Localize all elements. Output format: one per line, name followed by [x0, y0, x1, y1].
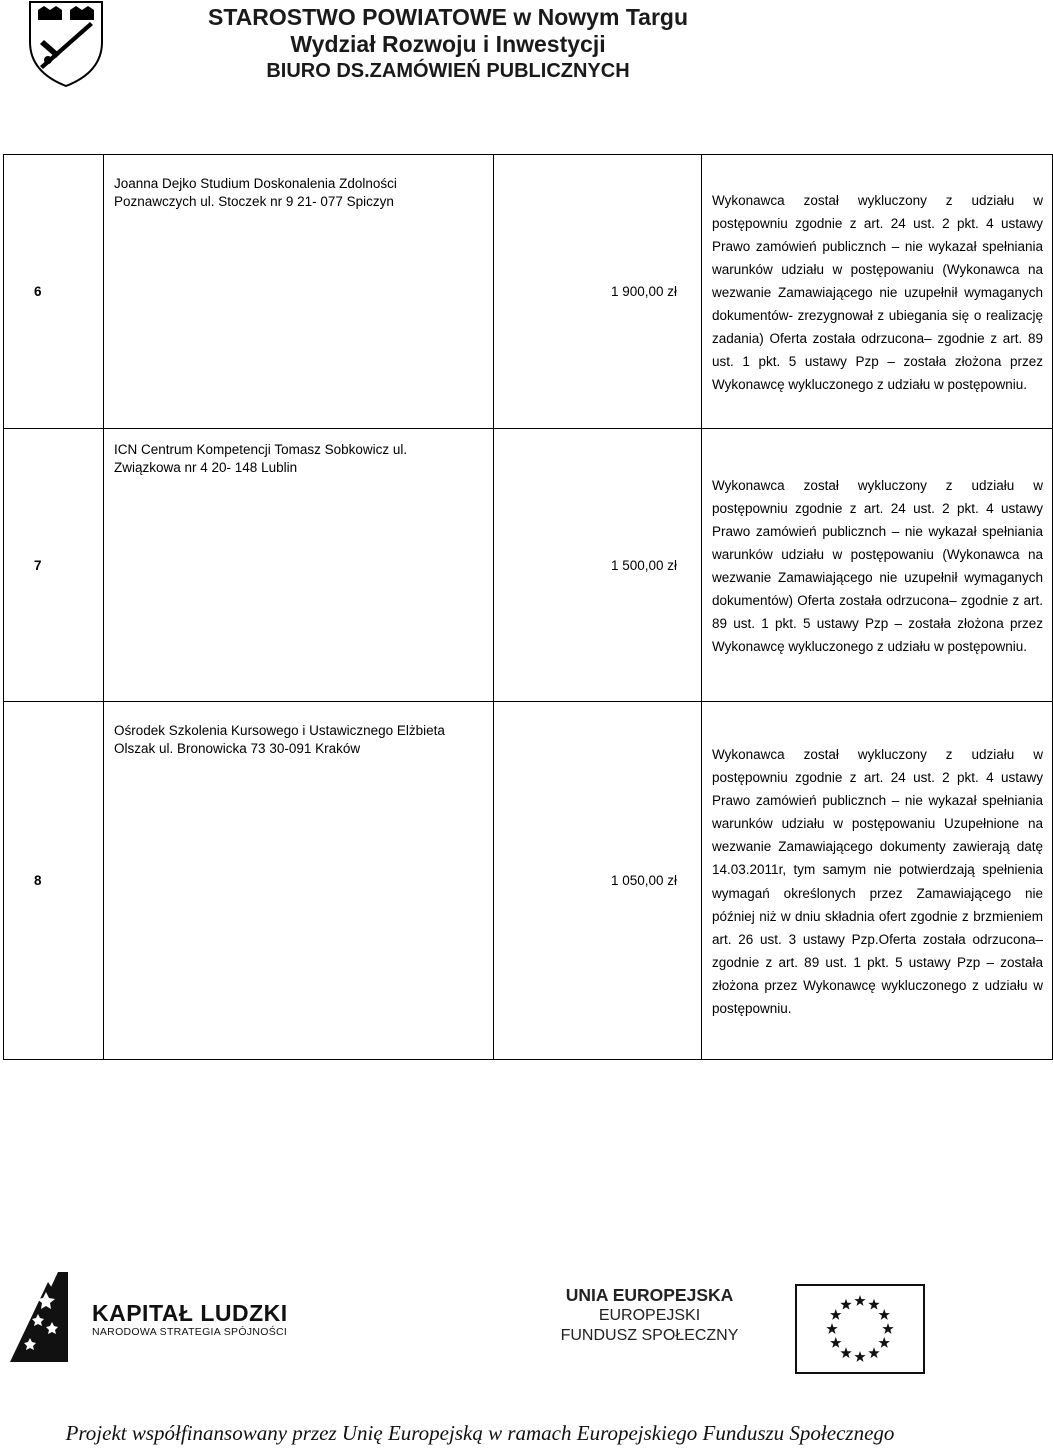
table-row [4, 429, 1053, 702]
table-row [4, 702, 1053, 1060]
eu-flag-icon [795, 1284, 925, 1374]
offer-price: 1 500,00 zł [494, 429, 702, 702]
contractor-name [104, 702, 494, 1060]
contractor-name [104, 429, 494, 702]
rejected-offers-table [3, 154, 1053, 1060]
table-row [4, 155, 1053, 429]
eu-esf-logo [556, 1279, 956, 1379]
eu-name: UNIA EUROPEJSKA [565, 1285, 734, 1305]
contractor-address-line: Związkowa nr 4 20- 148 Lublin [114, 460, 298, 475]
bureau-name: BIURO DS.ZAMÓWIEŃ PUBLICZNYCH [266, 60, 630, 82]
kapital-ludzki-subtitle: NARODOWA STRATEGIA SPÓJNOŚCI [92, 1326, 288, 1338]
esf-line1: EUROPEJSKI [598, 1306, 701, 1324]
office-header [118, 4, 778, 85]
offer-price: 1 050,00 zł [494, 702, 702, 1060]
contractor-name-line: Joanna Dejko Studium Doskonalenia Zdolności [114, 176, 397, 191]
rejection-reason-text: Wykonawca został wykluczony z udziału w postępowniu zgodnie z art. 24 ust. 2 pkt. 4 ustawy Prawo zamówień publicznch – nie wykazał spełniania warunków udziału w postępowaniu (Wykonawca na wezwanie Zamawiającego nie uzupełnił wymaganych dokumentów) Oferta została odrzucona– zgodnie z art. 89 ust. 1 pkt. 5 ustawy Pzp – została złożona przez Wykonawcę wykluczonego z udziału w postępowniu. [712, 477, 1043, 655]
esf-line2: FUNDUSZ SPOŁECZNY [560, 1327, 739, 1344]
contractor-name-line: ICN Centrum Kompetencji Tomasz Sobkowicz ul. [114, 442, 408, 457]
offer-price: 1 900,00 zł [494, 155, 702, 429]
row-number: 7 [4, 429, 104, 702]
cofinancing-footer: Projekt współfinansowany przez Unię Europejską w ramach Europejskiego Funduszu Społecznego [65, 1421, 895, 1445]
eu-logo-text [558, 1285, 741, 1347]
contractor-address-line: Poznawczych ul. Stoczek nr 9 21- 077 Spiczyn [114, 194, 394, 209]
rejection-reason [702, 429, 1053, 702]
kapital-ludzki-title: KAPITAŁ LUDZKI [92, 1300, 288, 1326]
contractor-address-line: Olszak ul. Bronowicka 73 30-091 Kraków [114, 741, 361, 756]
department-name: Wydział Rozwoju i Inwestycji [290, 31, 606, 57]
office-name: STAROSTWO POWIATOWE w Nowym Targu [207, 4, 688, 30]
kapital-ludzki-mark-icon [8, 1270, 78, 1365]
row-number: 8 [4, 702, 104, 1060]
rejection-reason [702, 702, 1053, 1060]
contractor-name [104, 155, 494, 429]
kapital-ludzki-logo [8, 1270, 308, 1365]
contractor-name-line: Ośrodek Szkolenia Kursowego i Ustawicznego Elżbieta [114, 723, 445, 738]
row-number: 6 [4, 155, 104, 429]
rejection-reason-text: Wykonawca został wykluczony z udziału w postępowniu zgodnie z art. 24 ust. 2 pkt. 4 ustawy Prawo zamówień publicznch – nie wykazał spełniania warunków udziału w postępowaniu (Wykonawca na wezwanie Zamawiającego nie uzupełnił wymaganych dokumentów- zrezygnował z ubiegania się o realizację zadania) Oferta została odrzucona– zgodnie z art. 89 ust. 1 pkt. 5 ustawy Pzp – została złożona przez Wykonawcę wykluczonego z udziału w postępowniu. [712, 192, 1043, 393]
rejection-reason [702, 155, 1053, 429]
rejection-reason-text: Wykonawca został wykluczony z udziału w postępowniu zgodnie z art. 24 ust. 2 pkt. 4 ustawy Prawo zamówień publicznch – nie wykazał spełniania warunków udziału w postępowaniu Uzupełnione na wezwanie Zamawiającego dokumenty zawierają datę 14.03.2011r, tym samym nie potwierdzają spełnienia wymagań określonych przez Zamawiającego nie później niż w dniu składnia ofert zgodnie z brzmieniem art. 26 ust. 3 ustawy Pzp.Oferta została odrzucona– zgodnie z art. 89 ust. 1 pkt. 5 ustawy Pzp – została złożona przez Wykonawcę wykluczonego z udziału w postępowniu. [712, 746, 1043, 1016]
coat-of-arms-logo [26, 0, 106, 88]
